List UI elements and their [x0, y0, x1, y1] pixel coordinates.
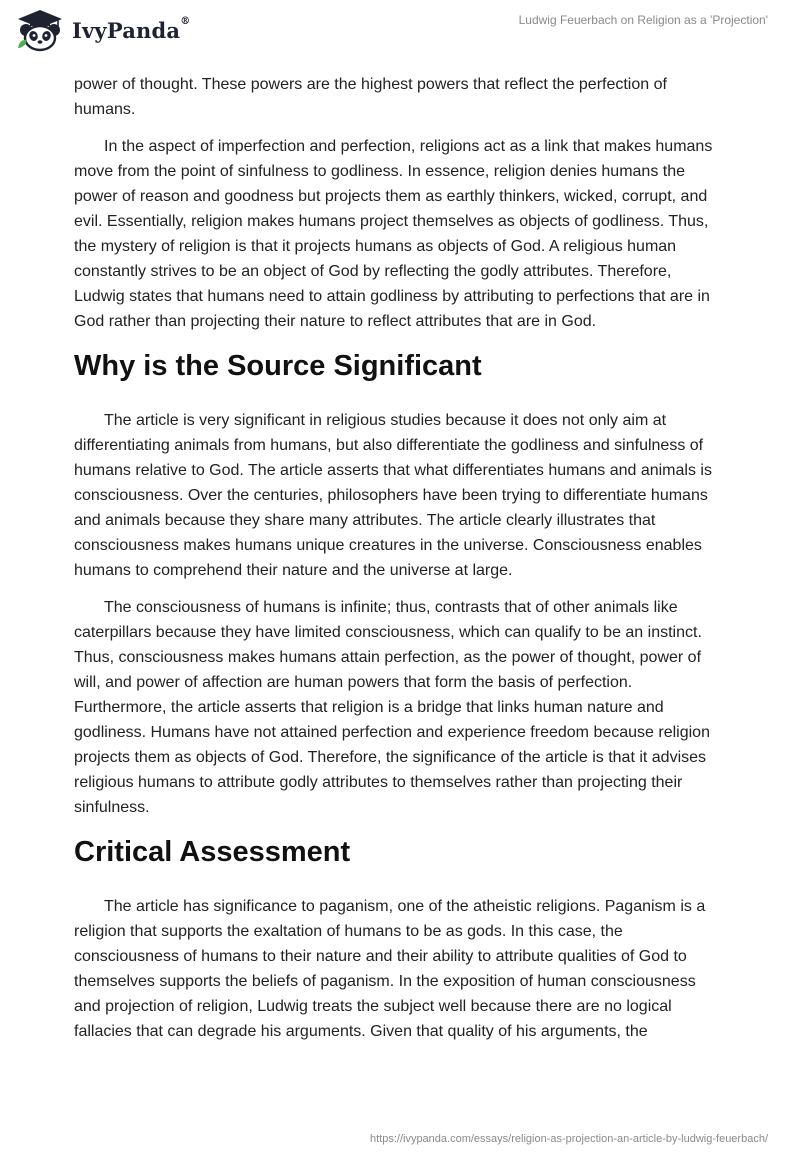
essay-content — [74, 72, 724, 1056]
panda-graduate-icon — [14, 8, 66, 52]
running-title: Ludwig Feuerbach on Religion as a 'Projection' — [518, 13, 768, 27]
section-heading-significance: Why is the Source Significant — [74, 350, 482, 382]
paragraph-continuation: power of thought. These powers are the highest powers that reflect the perfection of humans. — [74, 76, 667, 118]
page-header — [0, 0, 800, 70]
logo-wordmark — [72, 15, 191, 43]
ivypanda-logo[interactable] — [14, 8, 190, 52]
section-heading-critical-assessment: Critical Assessment — [74, 836, 351, 868]
registered-mark: ® — [180, 15, 191, 27]
paragraph: The consciousness of humans is infinite; thus, contrasts that of other animals like caterpillars because they have limited consciousness, which can qualify to be an instinct. Thus, consciousness makes humans attain perfection, as the power of thought, power of will, and power of affection are human powers that form the basis of perfection. Furthermore, the article asserts that religion is a bridge that links human nature and godliness. Humans have not attained perfection and experience freedom because religion projects them as objects of God. Therefore, the significance of the article is that it advises religious humans to attribute godly attributes to themselves rather than projecting their sinfulness. — [74, 599, 710, 816]
paragraph: In the aspect of imperfection and perfection, religions act as a link that makes humans move from the point of sinfulness to godliness. In essence, religion denies humans the power of reason and goodness but projects them as earthly thinkers, wicked, corrupt, and evil. Essentially, religion makes humans project themselves as objects of godliness. Thus, the mystery of religion is that it projects humans as objects of God. A religious human constantly strives to be an object of God by reflecting the godly attributes. Therefore, Ludwig states that humans need to attain godliness by attributing to perfections that are in God rather than projecting their nature to reflect attributes that are in God. — [74, 138, 713, 330]
logo-text: IvyPanda — [72, 17, 181, 43]
source-url[interactable]: https://ivypanda.com/essays/religion-as-projection-an-article-by-ludwig-feuerbach/ — [369, 1133, 768, 1145]
paragraph: The article has significance to paganism, one of the atheistic religions. Paganism is a religion that supports the exaltation of humans to be as gods. In this case, the consciousness of humans to their nature and their ability to attribute qualities of God to themselves supports the beliefs of paganism. In the exposition of human consciousness and projection of religion, Ludwig treats the subject well because there are no logical fallacies that can degrade his arguments. Given that quality of his arguments, the — [74, 898, 706, 1040]
paragraph: The article is very significant in religious studies because it does not only aim at differentiating animals from humans, but also differentiate the godliness and sinfulness of humans relative to God. The article asserts that what differentiates humans and animals is consciousness. Over the centuries, philosophers have been trying to differentiate humans and animals because they share many attributes. The article clearly illustrates that consciousness makes humans unique creatures in the universe. Consciousness enables humans to comprehend their nature and the universe at large. — [74, 412, 712, 579]
